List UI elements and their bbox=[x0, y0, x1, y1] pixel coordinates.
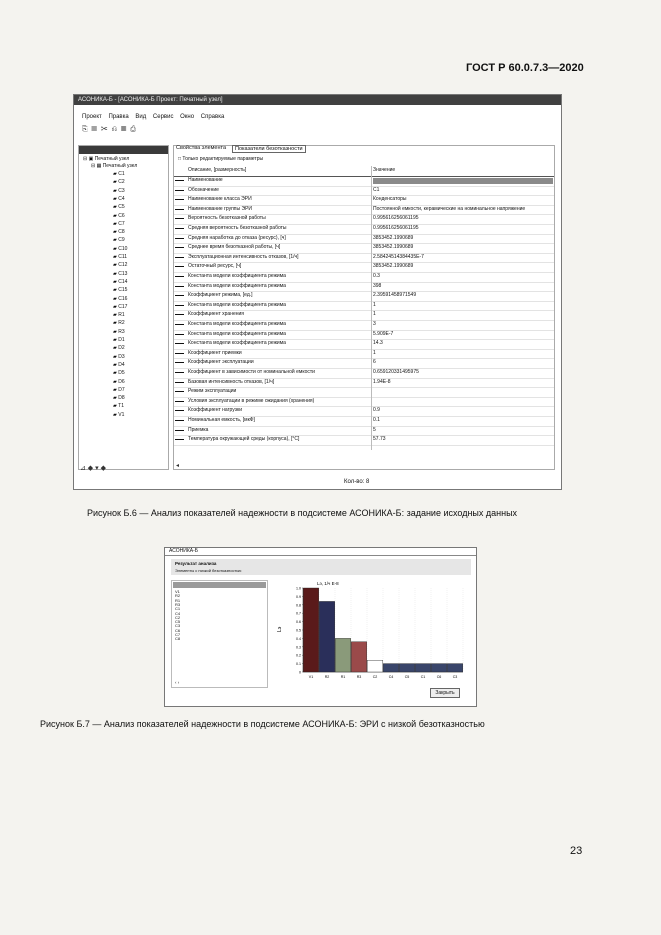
row-indicator bbox=[175, 238, 184, 239]
tree-item[interactable] bbox=[113, 204, 125, 210]
component-icon: ▰ bbox=[113, 278, 119, 285]
tab-element-properties[interactable]: Свойства элемента bbox=[176, 145, 227, 151]
property-name: Наименование группы ЭРИ bbox=[188, 205, 253, 212]
row-indicator bbox=[175, 343, 184, 344]
row-indicator bbox=[175, 218, 184, 219]
tree-item-label: V1 bbox=[118, 411, 125, 418]
tree-item-label: C9 bbox=[118, 237, 125, 244]
tree-item-label: D4 bbox=[118, 361, 125, 368]
bar bbox=[399, 664, 414, 672]
component-icon: ▰ bbox=[113, 328, 119, 335]
row-indicator bbox=[175, 324, 184, 325]
tree-item[interactable] bbox=[113, 362, 125, 368]
property-name: Среднее время безотказной работы, [ч] bbox=[188, 244, 281, 251]
property-name: Константа модели коэффициента режима bbox=[188, 301, 286, 308]
list-selected-row[interactable] bbox=[173, 582, 266, 588]
tree-footer-icons[interactable]: ⊿ ◆ ▾ ◆ bbox=[80, 465, 106, 472]
menu-project[interactable]: Проект bbox=[82, 114, 102, 120]
low-reliability-label: Элементы с низкой безотказностью bbox=[175, 568, 242, 573]
chart-title: Lэ, 1/ч E-8 bbox=[317, 581, 339, 586]
component-icon: ▰ bbox=[113, 386, 119, 393]
tree-item[interactable] bbox=[113, 412, 124, 418]
bar bbox=[319, 601, 334, 672]
tree-item-label: D3 bbox=[118, 353, 125, 360]
list-item[interactable]: R1 bbox=[175, 597, 181, 603]
row-indicator bbox=[175, 439, 184, 440]
tree-item-label: C15 bbox=[118, 287, 128, 294]
row-indicator bbox=[175, 305, 184, 306]
bar bbox=[383, 664, 398, 672]
tree-item-label: R1 bbox=[118, 312, 125, 319]
component-icon: ▰ bbox=[113, 270, 119, 277]
y-tick-label: 0.1 bbox=[296, 662, 301, 667]
property-name: Приемка bbox=[188, 426, 209, 433]
tree-item[interactable] bbox=[113, 320, 125, 326]
component-icon: ▰ bbox=[113, 320, 119, 327]
tree-root-label: Печатный узел bbox=[94, 156, 130, 162]
y-tick-label: 0.2 bbox=[296, 653, 301, 658]
component-icon: ▰ bbox=[113, 254, 119, 260]
tree-item[interactable] bbox=[113, 262, 127, 268]
property-name: Константа модели коэффициента режима bbox=[188, 321, 286, 327]
menu-service[interactable]: Сервис bbox=[152, 114, 174, 120]
property-value[interactable]: 14.3 bbox=[373, 340, 383, 347]
component-icon: ▰ bbox=[113, 403, 119, 410]
tree-item[interactable] bbox=[113, 329, 125, 335]
row-indicator bbox=[175, 199, 184, 200]
tree-item-label: R3 bbox=[118, 328, 125, 335]
property-name: Коэффициент в зависимости от номинальной емкости bbox=[188, 369, 315, 375]
bar bbox=[431, 664, 446, 672]
property-name: Коэффициент хранения bbox=[188, 311, 245, 318]
tree-item[interactable] bbox=[113, 246, 127, 252]
column-divider bbox=[371, 166, 372, 450]
tree-item-label: C14 bbox=[118, 278, 128, 285]
property-name: Описание, [размерность] bbox=[188, 167, 247, 173]
tree-item-label: C8 bbox=[118, 229, 125, 236]
x-tick-label: C2 bbox=[372, 675, 378, 679]
component-icon: ▰ bbox=[113, 337, 119, 343]
tree-item[interactable] bbox=[113, 188, 125, 194]
tree-item-label: D5 bbox=[118, 370, 125, 377]
component-icon: ▰ bbox=[113, 262, 119, 269]
component-icon: ▰ bbox=[113, 179, 119, 186]
component-icon: ▰ bbox=[113, 245, 119, 252]
tree-item[interactable] bbox=[113, 287, 127, 293]
list-item[interactable]: V1 bbox=[175, 589, 180, 594]
tree-item-label: C10 bbox=[118, 245, 128, 252]
component-icon: ▰ bbox=[113, 204, 119, 211]
figure7-caption: Рисунок Б.7 — Анализ показателей надежности в подсистеме АСОНИКА-Б: ЭРИ с низкой безотказностью bbox=[40, 719, 485, 729]
properties-panel bbox=[173, 145, 555, 470]
component-icon: ▰ bbox=[113, 395, 119, 402]
row-indicator bbox=[175, 286, 184, 287]
list-nav-controls[interactable]: ‹ › bbox=[175, 680, 180, 685]
tree-item-label: C5 bbox=[118, 204, 125, 211]
row-indicator bbox=[175, 410, 184, 411]
component-icon: ▰ bbox=[113, 361, 119, 368]
tree-item[interactable] bbox=[113, 370, 125, 376]
x-tick-label: C1 bbox=[420, 675, 426, 679]
element-list[interactable] bbox=[171, 580, 268, 688]
tree-item-label: D1 bbox=[118, 337, 125, 343]
only-edited-label: Только редактируемые параметры bbox=[182, 156, 264, 162]
component-icon: ▰ bbox=[113, 370, 119, 377]
property-name: Коэффициент нагрузки bbox=[188, 407, 243, 414]
row-indicator bbox=[175, 276, 184, 277]
property-value[interactable]: 1 bbox=[373, 349, 376, 356]
x-tick-label: V1 bbox=[308, 675, 314, 679]
property-value[interactable] bbox=[373, 178, 553, 184]
component-icon: ▰ bbox=[113, 187, 119, 194]
property-value[interactable]: Постоянной емкости, керамические на номинальное напряжение bbox=[373, 205, 526, 212]
row-indicator bbox=[175, 257, 184, 258]
tree-item[interactable] bbox=[113, 387, 125, 393]
property-value[interactable]: 3853452.1990689 bbox=[373, 234, 414, 241]
y-tick-label: 0.7 bbox=[296, 611, 301, 616]
tree-item-label: C2 bbox=[118, 179, 125, 186]
list-item[interactable]: R2 bbox=[175, 593, 181, 599]
row-indicator bbox=[175, 334, 184, 335]
property-name: Константа модели коэффициента режима bbox=[188, 273, 286, 279]
analysis-window-title: АСОНИКА-Б bbox=[165, 548, 476, 556]
list-item[interactable]: R3 bbox=[175, 601, 181, 607]
property-value[interactable]: 2.58424514384435E-7 bbox=[373, 253, 424, 260]
x-tick-label: C4 bbox=[388, 675, 394, 679]
property-value[interactable]: 1.94E-8 bbox=[373, 378, 391, 385]
tree-item[interactable] bbox=[113, 221, 125, 227]
row-indicator bbox=[175, 180, 184, 181]
tree-item-label: C6 bbox=[118, 212, 125, 219]
property-value[interactable]: 5 bbox=[373, 426, 376, 433]
tree-item-label: C1 bbox=[118, 171, 125, 177]
row-indicator bbox=[175, 314, 184, 315]
property-value[interactable]: 1 bbox=[373, 311, 376, 318]
menu-bar bbox=[82, 114, 229, 120]
property-value[interactable]: 0.659120331495975 bbox=[373, 369, 419, 375]
row-indicator bbox=[175, 353, 184, 354]
tree-root[interactable]: ⊟ ▣ Печатный узел bbox=[83, 156, 130, 162]
property-value[interactable]: 2.39591458971549 bbox=[373, 292, 417, 299]
component-icon: ▰ bbox=[113, 237, 119, 244]
property-name: Номинальная емкость, [мкФ] bbox=[188, 417, 255, 423]
bar bbox=[415, 664, 430, 672]
tree-item-label: C13 bbox=[118, 270, 128, 277]
menu-window[interactable]: Окно bbox=[180, 114, 195, 120]
tree-item[interactable] bbox=[113, 179, 125, 185]
row-indicator bbox=[175, 209, 184, 210]
project-tree[interactable] bbox=[78, 145, 169, 470]
x-tick-label: C5 bbox=[404, 675, 410, 679]
tree-item-label: R2 bbox=[118, 320, 125, 327]
property-name: Температура окружающей среды (корпуса), [°C] bbox=[188, 436, 300, 443]
y-tick-label: 0 bbox=[299, 670, 301, 675]
bar bbox=[447, 664, 462, 672]
row-indicator bbox=[175, 295, 184, 296]
property-name: Наименование класса ЭРИ bbox=[188, 196, 252, 203]
component-icon: ▰ bbox=[113, 195, 119, 202]
row-indicator bbox=[175, 190, 184, 191]
tree-child-label: Печатный узел bbox=[102, 163, 138, 169]
bar bbox=[367, 660, 382, 672]
tree-item-label: C12 bbox=[118, 262, 128, 269]
close-button[interactable]: Закрыть bbox=[430, 688, 460, 698]
menu-edit[interactable]: Правка bbox=[108, 114, 129, 120]
list-item[interactable]: C8 bbox=[175, 636, 181, 642]
y-tick-label: 0.4 bbox=[296, 636, 301, 641]
tree-item-label: D2 bbox=[118, 345, 125, 352]
component-icon: ▰ bbox=[113, 411, 119, 418]
list-item[interactable]: C5 bbox=[175, 619, 181, 625]
tree-item[interactable] bbox=[113, 229, 125, 235]
table-row[interactable] bbox=[174, 435, 554, 446]
row-indicator bbox=[175, 266, 184, 267]
page-number: 23 bbox=[570, 845, 583, 857]
status-count: Кол-во: 8 bbox=[344, 479, 370, 485]
bar bbox=[303, 588, 318, 672]
list-item[interactable]: C3 bbox=[175, 623, 181, 629]
tree-item[interactable] bbox=[113, 395, 125, 401]
tree-item[interactable] bbox=[113, 337, 125, 343]
property-value[interactable]: 5.909E-7 bbox=[373, 330, 394, 337]
tree-item[interactable] bbox=[113, 279, 127, 285]
component-icon: ▰ bbox=[113, 212, 119, 219]
component-icon: ▰ bbox=[113, 220, 119, 227]
list-item[interactable]: C2 bbox=[175, 614, 181, 620]
property-name: Остаточный ресурс, [ч] bbox=[188, 263, 242, 270]
property-value[interactable]: 3853452.1990689 bbox=[373, 263, 414, 270]
component-icon: ▰ bbox=[113, 378, 119, 385]
row-indicator bbox=[175, 430, 184, 431]
property-name: Наименование bbox=[188, 177, 223, 183]
tree-item[interactable] bbox=[113, 213, 125, 219]
y-tick-label: 1.0 bbox=[296, 586, 301, 591]
menu-help[interactable]: Справка bbox=[200, 114, 225, 120]
tree-item[interactable] bbox=[113, 271, 127, 277]
analysis-window bbox=[164, 547, 477, 707]
property-value[interactable]: 3853452.1990689 bbox=[373, 244, 414, 251]
x-tick-label: R3 bbox=[356, 675, 362, 679]
tree-item-label: C17 bbox=[118, 303, 128, 310]
y-axis-label: Lэ bbox=[277, 626, 283, 632]
property-value[interactable]: 3 bbox=[373, 321, 376, 327]
property-name: Коэффициент эксплуатации bbox=[188, 359, 254, 366]
property-name: Эксплуатационная интенсивность отказов, [1/ч] bbox=[188, 253, 299, 260]
property-value[interactable]: 0.9 bbox=[373, 407, 380, 414]
tree-item-label: C4 bbox=[118, 195, 125, 202]
list-item[interactable]: C7 bbox=[175, 632, 181, 637]
tree-item-label: D8 bbox=[118, 395, 125, 402]
bar bbox=[335, 638, 350, 672]
property-name: Вероятность безотказной работы bbox=[188, 215, 266, 222]
property-value[interactable]: C1 bbox=[373, 186, 380, 193]
property-name: Базовая интенсивность отказов, [1/ч] bbox=[188, 378, 275, 385]
tree-item-label: C7 bbox=[118, 220, 125, 227]
list-item[interactable]: C6 bbox=[175, 627, 181, 633]
property-name: Средняя вероятность безотказной работы bbox=[188, 225, 287, 231]
component-icon: ▰ bbox=[113, 229, 119, 236]
tree-item[interactable] bbox=[113, 312, 125, 318]
tree-item-label: C3 bbox=[118, 187, 125, 194]
row-indicator bbox=[175, 247, 184, 248]
figure6-caption: Рисунок Б.6 — Анализ показателей надежности в подсистеме АСОНИКА-Б: задание исходных данных bbox=[87, 508, 518, 518]
property-name: Константа модели коэффициента режима bbox=[188, 330, 286, 337]
x-tick-label: C3 bbox=[452, 675, 458, 679]
y-tick-label: 0.5 bbox=[296, 628, 301, 633]
tree-item[interactable] bbox=[113, 196, 125, 202]
tree-item[interactable] bbox=[113, 254, 127, 260]
component-icon: ▰ bbox=[113, 303, 119, 310]
x-tick-label: R1 bbox=[340, 675, 346, 679]
property-name: Обозначение bbox=[188, 186, 219, 193]
x-tick-label: R2 bbox=[324, 675, 330, 679]
property-value[interactable]: 0.3 bbox=[373, 273, 380, 279]
property-name: Коэффициент режима, [ед.] bbox=[188, 292, 253, 299]
toolbar-icons[interactable]: ⎘ ▤ ✂ ⎌ ▦ ⎙ bbox=[82, 126, 137, 133]
reliability-bar-chart bbox=[273, 580, 469, 684]
horizontal-scrollbar[interactable]: ◂ bbox=[176, 463, 180, 469]
tree-item-label: D7 bbox=[118, 386, 125, 393]
grid-header bbox=[174, 166, 554, 177]
component-icon: ▰ bbox=[113, 345, 119, 352]
tree-header bbox=[79, 146, 168, 154]
row-indicator bbox=[175, 382, 184, 383]
property-value[interactable]: 0.995616256061195 bbox=[373, 215, 419, 222]
y-tick-label: 0.6 bbox=[296, 620, 301, 625]
property-value: Значение bbox=[373, 167, 396, 173]
property-name: Режим эксплуатации bbox=[188, 388, 237, 395]
row-indicator bbox=[175, 372, 184, 373]
tree-item[interactable] bbox=[113, 403, 124, 409]
component-icon: ▰ bbox=[113, 353, 119, 360]
analysis-result-label: Результат анализа bbox=[175, 561, 217, 566]
tree-item-label: C11 bbox=[118, 254, 128, 260]
property-value[interactable]: 6 bbox=[373, 359, 376, 366]
property-value[interactable]: 398 bbox=[373, 282, 382, 289]
list-item[interactable]: C4 bbox=[175, 610, 181, 616]
only-edited-checkbox[interactable]: □ Только редактируемые параметры bbox=[178, 156, 264, 162]
list-item[interactable]: C1 bbox=[175, 606, 181, 612]
x-tick-label: C6 bbox=[436, 675, 442, 679]
tree-item-label: C16 bbox=[118, 295, 128, 302]
tree-item[interactable] bbox=[113, 171, 125, 177]
property-value[interactable]: 0.995616256061195 bbox=[373, 225, 419, 231]
row-indicator bbox=[175, 391, 184, 392]
tree-item[interactable] bbox=[113, 304, 127, 310]
y-tick-label: 0.3 bbox=[296, 645, 301, 650]
tree-item[interactable] bbox=[113, 354, 125, 360]
tab-reliability-indicators[interactable]: Показатели безотказности bbox=[232, 145, 306, 153]
row-indicator bbox=[175, 228, 184, 229]
row-indicator bbox=[175, 401, 184, 402]
property-name: Константа модели коэффициента режима bbox=[188, 340, 286, 347]
component-icon: ▰ bbox=[113, 295, 119, 302]
tree-item-label: D6 bbox=[118, 378, 125, 385]
row-indicator bbox=[175, 362, 184, 363]
property-value[interactable]: 0.1 bbox=[373, 417, 380, 423]
property-value[interactable]: 1 bbox=[373, 301, 376, 308]
property-name: Условия эксплуатации в режиме ожидания (хранения) bbox=[188, 397, 315, 404]
component-icon: ▰ bbox=[113, 171, 119, 177]
standard-header: ГОСТ Р 60.0.7.3—2020 bbox=[466, 62, 584, 74]
property-value[interactable]: 57.73 bbox=[373, 436, 386, 443]
tree-item[interactable] bbox=[113, 237, 125, 243]
tree-item[interactable] bbox=[113, 379, 125, 385]
property-name: Константа модели коэффициента режима bbox=[188, 282, 286, 289]
y-tick-label: 0.9 bbox=[296, 594, 301, 599]
bar bbox=[351, 642, 366, 672]
component-icon: ▰ bbox=[113, 312, 119, 319]
property-value[interactable]: Конденсаторы bbox=[373, 196, 407, 203]
window-title: АСОНИКА-Б - [АСОНИКА-Б Проект: Печатный узел] bbox=[74, 95, 561, 105]
row-indicator bbox=[175, 420, 184, 421]
tree-item-label: T1 bbox=[118, 403, 124, 410]
property-name: Средняя наработка до отказа (ресурс), [ч] bbox=[188, 234, 286, 241]
tree-item[interactable] bbox=[113, 345, 125, 351]
tree-child[interactable]: ⊟ ▦ Печатный узел bbox=[91, 163, 138, 169]
menu-view[interactable]: Вид bbox=[135, 114, 147, 120]
tree-item[interactable] bbox=[113, 296, 127, 302]
property-name: Коэффициент приемки bbox=[188, 349, 242, 356]
component-icon: ▰ bbox=[113, 287, 119, 294]
y-tick-label: 0.8 bbox=[296, 603, 301, 608]
asonika-main-window bbox=[73, 94, 562, 490]
